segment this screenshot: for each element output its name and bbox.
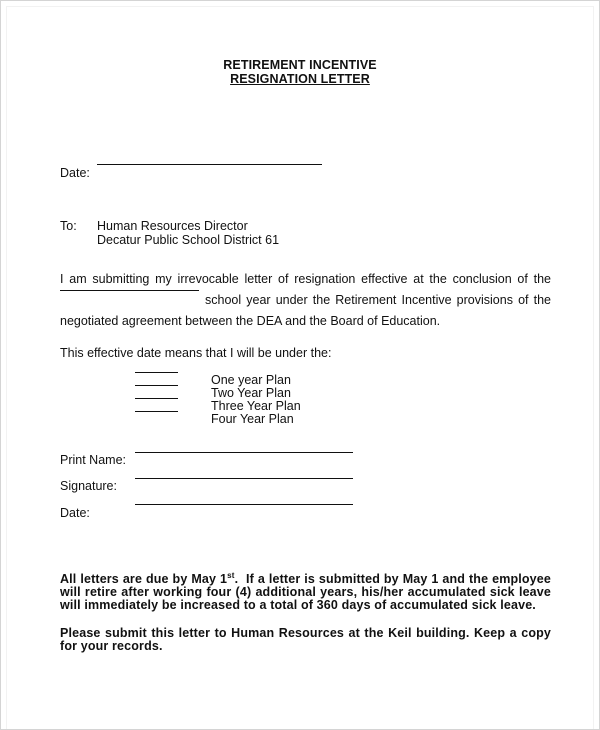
plan-three-year-label: Three Year Plan: [211, 399, 301, 413]
plan-one-year-label: One year Plan: [211, 373, 291, 387]
plan-four-year-label: Four Year Plan: [211, 412, 294, 426]
notice-line-1-pre: All letters are due by May 1: [60, 572, 228, 586]
plan-two-year-label: Two Year Plan: [211, 386, 291, 400]
plan-two-year-blank[interactable]: [135, 385, 178, 386]
effective-date-intro: This effective date means that I will be under the:: [60, 346, 332, 360]
plan-four-year-blank[interactable]: [135, 411, 178, 412]
document-title-subtitle: RESIGNATION LETTER: [230, 72, 370, 86]
to-label: To:: [60, 219, 77, 233]
recipient-organization: Decatur Public School District 61: [97, 233, 280, 247]
signature-field[interactable]: [135, 478, 353, 479]
body-line-2: school year under the Retirement Incentive provisions of the: [205, 293, 551, 307]
school-year-field[interactable]: [60, 290, 199, 291]
body-line-3: negotiated agreement between the DEA and the Board of Education.: [60, 314, 441, 328]
page-inner-border: [6, 6, 594, 729]
print-name-label: Print Name:: [60, 453, 126, 467]
notice-line-3: will immediately be increased to a total of 360 days of accumulated sick leave.: [60, 598, 536, 612]
document-title-line2: [0, 72, 600, 86]
notice-line-1-sup: st: [227, 571, 235, 580]
notice-line-1-post: . If a letter is submitted by May 1 and the employee: [234, 572, 551, 586]
notice-line-2: will retire after working four (4) additional years, his/her accumulated sick leave: [60, 585, 551, 599]
submit-note-line-1: Please submit this letter to Human Resources at the Keil building. Keep a copy: [60, 626, 551, 640]
date-label: Date:: [60, 166, 90, 180]
plan-three-year-blank[interactable]: [135, 398, 178, 399]
print-name-field[interactable]: [135, 452, 353, 453]
submit-note-line-2: for your records.: [60, 639, 163, 653]
date-field[interactable]: [97, 164, 322, 165]
signature-date-field[interactable]: [135, 504, 353, 505]
recipient-title: Human Resources Director: [97, 219, 248, 233]
body-line-1: I am submitting my irrevocable letter of resignation effective at the conclusion of the: [60, 272, 551, 286]
plan-one-year-blank[interactable]: [135, 372, 178, 373]
document-title-line1: RETIREMENT INCENTIVE: [223, 58, 377, 72]
signature-date-label: Date:: [60, 506, 90, 520]
signature-label: Signature:: [60, 479, 117, 493]
notice-line-1: [60, 572, 551, 586]
